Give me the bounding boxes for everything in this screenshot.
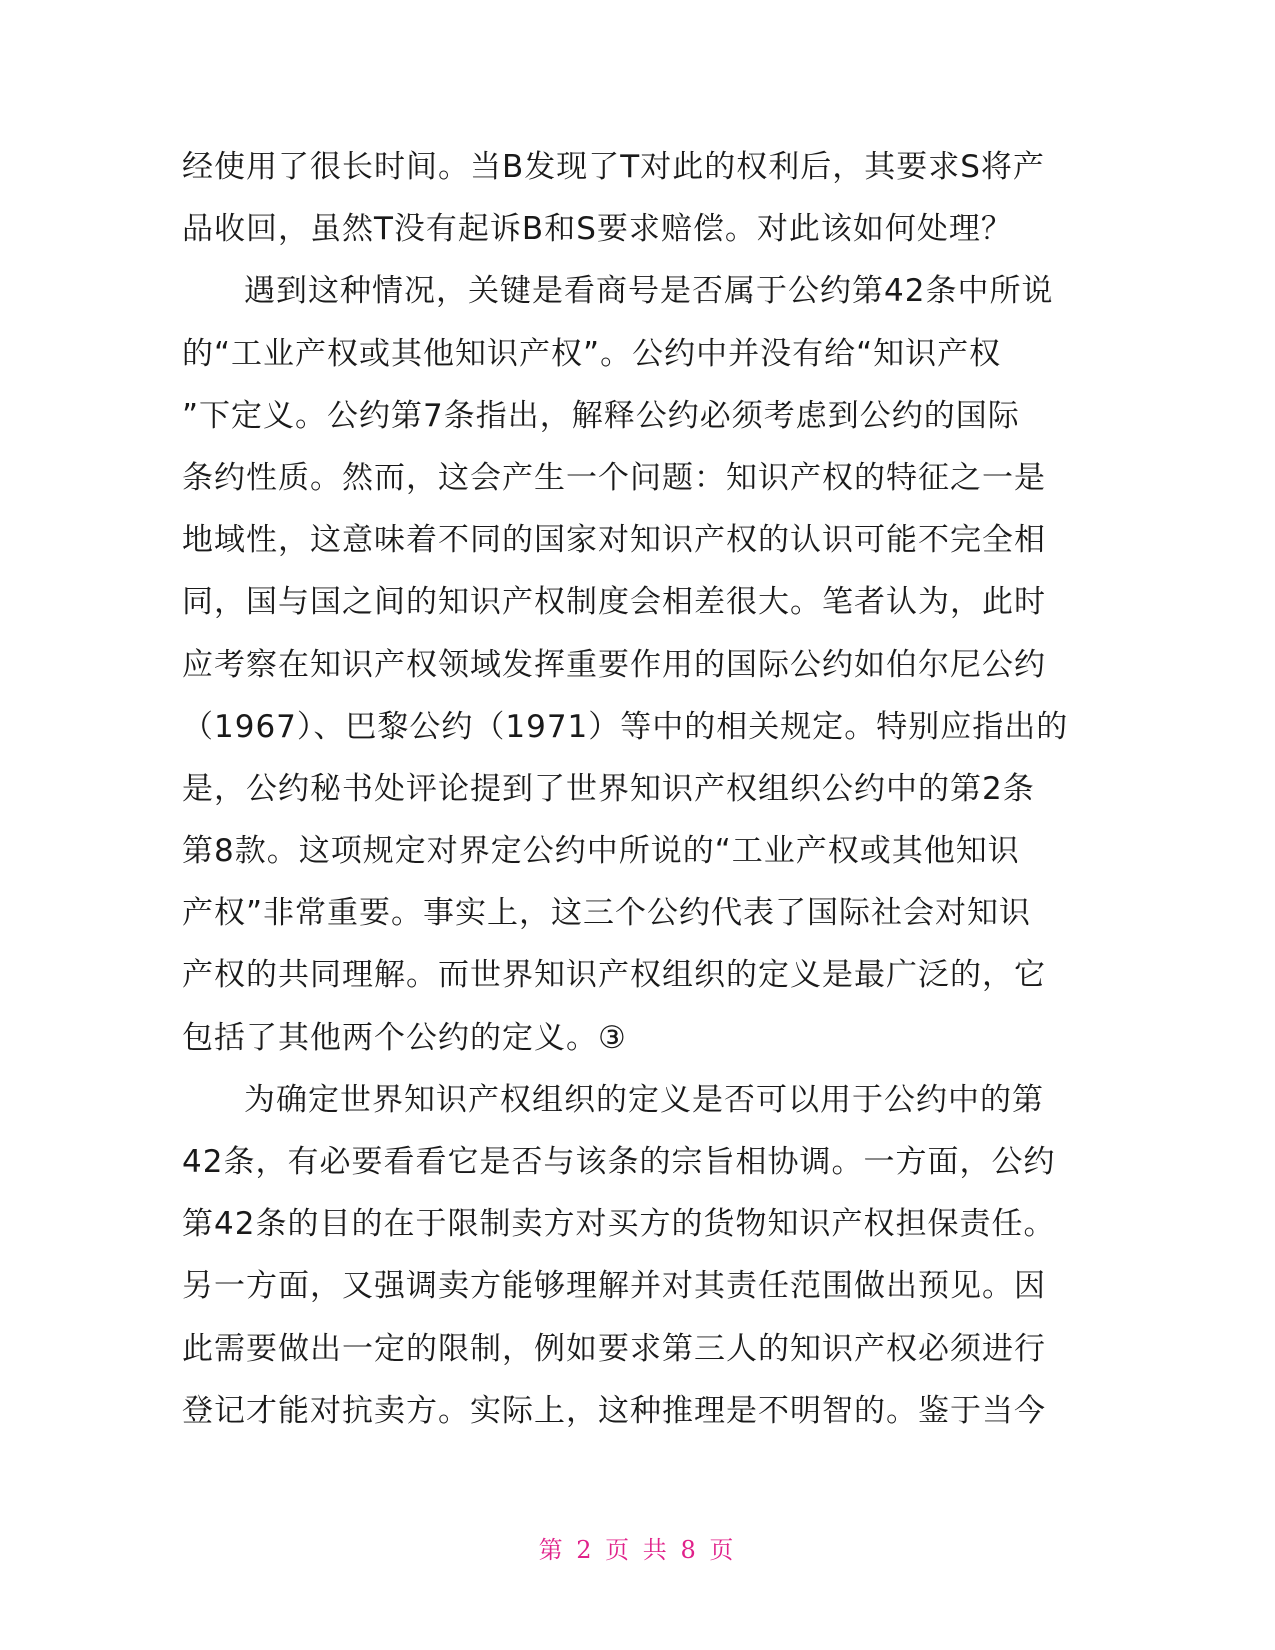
text-line: 是，公约秘书处评论提到了世界知识产权组织公约中的第2条 — [182, 770, 1035, 807]
text-line: 的“工业产权或其他知识产权”。公约中并没有给“知识产权 — [182, 335, 1002, 372]
text-line: 品收回，虽然T没有起诉B和S要求赔偿。对此该如何处理？ — [182, 211, 1013, 248]
text-line: 同，国与国之间的知识产权制度会相差很大。笔者认为，此时 — [182, 584, 1046, 621]
text-line: 第8款。这项规定对界定公约中所说的“工业产权或其他知识 — [182, 833, 1020, 870]
text-line: 42条，有必要看看它是否与该条的宗旨相协调。一方面，公约 — [182, 1144, 1056, 1180]
text-line: （1967）、巴黎公约（1971）等中的相关规定。特别应指出的 — [182, 708, 1069, 745]
text-line: 包括了其他两个公约的定义。③ — [182, 1019, 627, 1056]
paragraph-first-line: 为确定世界知识产权组织的定义是否可以用于公约中的第 — [244, 1081, 1044, 1118]
text-line: 产权”非常重要。事实上，这三个公约代表了国际社会对知识 — [182, 895, 1032, 932]
text-line: 地域性，这意味着不同的国家对知识产权的认识可能不完全相 — [182, 522, 1046, 559]
text-line: 经使用了很长时间。当B发现了T对此的权利后，其要求S将产 — [182, 149, 1045, 185]
body-text — [182, 136, 1072, 1442]
text-line: 条约性质。然而，这会产生一个问题：知识产权的特征之一是 — [182, 459, 1046, 496]
paragraph-first-line: 遇到这种情况，关键是看商号是否属于公约第42条中所说 — [244, 273, 1054, 310]
text-line: 第42条的目的在于限制卖方对买方的货物知识产权担保责任。 — [182, 1206, 1056, 1243]
page-number-footer: 第 2 页 共 8 页 — [538, 1536, 737, 1564]
text-line: ”下定义。公约第7条指出，解释公约必须考虑到公约的国际 — [182, 397, 1020, 434]
text-line: 另一方面，又强调卖方能够理解并对其责任范围做出预见。因 — [182, 1268, 1046, 1305]
text-line: 登记才能对抗卖方。实际上，这种推理是不明智的。鉴于当今 — [182, 1392, 1046, 1429]
text-line: 产权的共同理解。而世界知识产权组织的定义是最广泛的，它 — [182, 957, 1046, 994]
text-line: 此需要做出一定的限制，例如要求第三人的知识产权必须进行 — [182, 1330, 1046, 1367]
text-line: 应考察在知识产权领域发挥重要作用的国际公约如伯尔尼公约 — [182, 646, 1046, 683]
